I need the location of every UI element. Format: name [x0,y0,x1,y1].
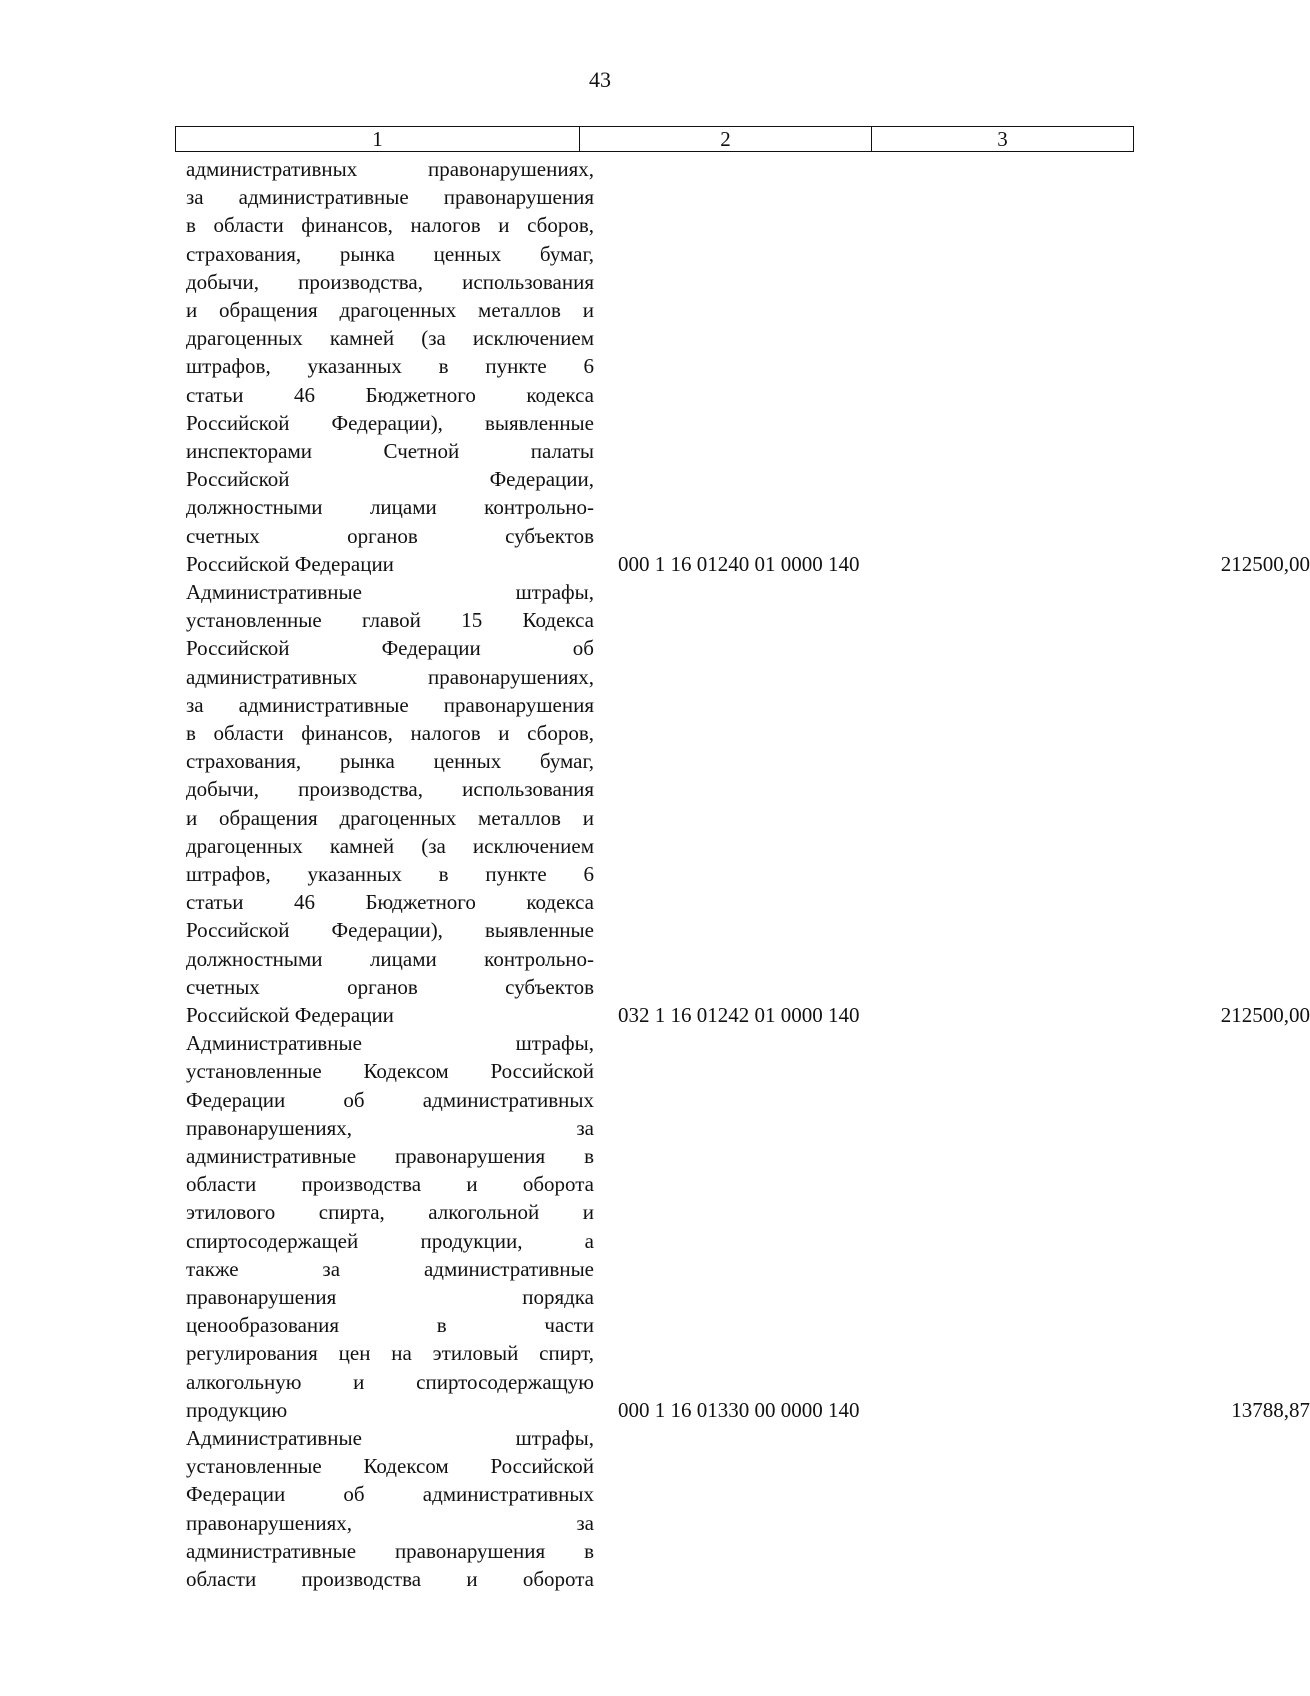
row-description-line: Федерации об административных [186,1087,594,1112]
row-description-line: области производства и оборота [186,1567,594,1591]
column-header-3: 3 [872,127,1134,152]
row-description-line: добычи, производства, использования [186,269,594,294]
row-description-line: административные правонарушения в [186,1144,594,1168]
row-description-line: спиртосодержащей продукции, а [186,1228,594,1253]
row-code: 000 1 16 01330 00 0000 140 [618,1397,860,1422]
row-description-line: Российской Федерации об [186,636,594,661]
row-description-line: ценообразования в части [186,1313,594,1338]
row-description-line: алкогольную и спиртосодержащую [186,1369,594,1394]
row-description-line: административных правонарушениях, [186,664,594,689]
row-description-line: административные правонарушения в [186,1538,594,1563]
row-description-line: области производства и оборота [186,1172,594,1197]
row-description-line: статьи 46 Бюджетного кодекса [186,382,594,407]
row-description-line: штрафов, указанных в пункте 6 [186,862,594,886]
row-description-line: счетных органов субъектов [186,974,594,999]
row-description-line: правонарушения порядка [186,1285,594,1309]
row-description-line: правонарушениях, за [186,1115,594,1140]
row-description-line: установленные Кодексом Российской [186,1059,594,1084]
row-code: 000 1 16 01240 01 0000 140 [618,551,860,576]
row-description-line: также за административные [186,1256,594,1281]
row-description-line: должностными лицами контрольно- [186,946,594,971]
row-description-line: правонарушениях, за [186,1510,594,1535]
row-code: 032 1 16 01242 01 0000 140 [618,1003,860,1027]
page-number: 43 [589,67,611,92]
row-description-line: установленные главой 15 Кодекса [186,608,594,633]
row-description-line: Российской Федерации [186,1003,394,1027]
table-header [175,126,1134,152]
row-description-line: Административные штрафы, [186,1426,594,1450]
row-amount: 13788,87 [1231,1397,1310,1422]
row-description-line: счетных органов субъектов [186,523,594,548]
row-description-line: инспекторами Счетной палаты [186,439,594,463]
column-header-1: 1 [176,127,580,152]
row-description-line: Российской Федерации [186,551,394,576]
row-description-line: административных правонарушениях, [186,157,594,181]
row-description-line: за административные правонарушения [186,692,594,717]
row-description-line: драгоценных камней (за исключением [186,326,594,351]
row-description-line: должностными лицами контрольно- [186,495,594,520]
row-description-line: Российской Федерации, [186,467,594,492]
row-description-line: страхования, рынка ценных бумаг, [186,241,594,266]
row-description-line: и обращения драгоценных металлов и [186,805,594,830]
row-description-line: штрафов, указанных в пункте 6 [186,354,594,379]
row-description-line: продукцию [186,1397,288,1422]
row-description-line: Административные штрафы, [186,1031,594,1056]
row-description-line: страхования, рынка ценных бумаг, [186,749,594,774]
row-description-line: статьи 46 Бюджетного кодекса [186,890,594,915]
row-description-line: Российской Федерации), выявленные [186,918,594,943]
row-description-line: установленные Кодексом Российской [186,1454,594,1479]
row-description-line: добычи, производства, использования [186,777,594,802]
row-amount: 212500,00 [1220,551,1310,576]
row-description-line: Федерации об административных [186,1482,594,1507]
row-description-line: за административные правонарушения [186,185,594,210]
row-amount: 212500,00 [1220,1003,1310,1027]
row-description-line: в области финансов, налогов и сборов, [186,721,594,745]
row-description-line: в области финансов, налогов и сборов, [186,213,594,238]
column-header-2: 2 [580,127,872,152]
row-description-line: и обращения драгоценных металлов и [186,298,594,322]
row-description-line: регулирования цен на этиловый спирт, [186,1341,594,1366]
row-description-line: Российской Федерации), выявленные [186,410,594,435]
row-description-line: Административные штрафы, [186,580,594,604]
row-description-line: драгоценных камней (за исключением [186,833,594,858]
row-description-line: этилового спирта, алкогольной и [186,1200,594,1225]
